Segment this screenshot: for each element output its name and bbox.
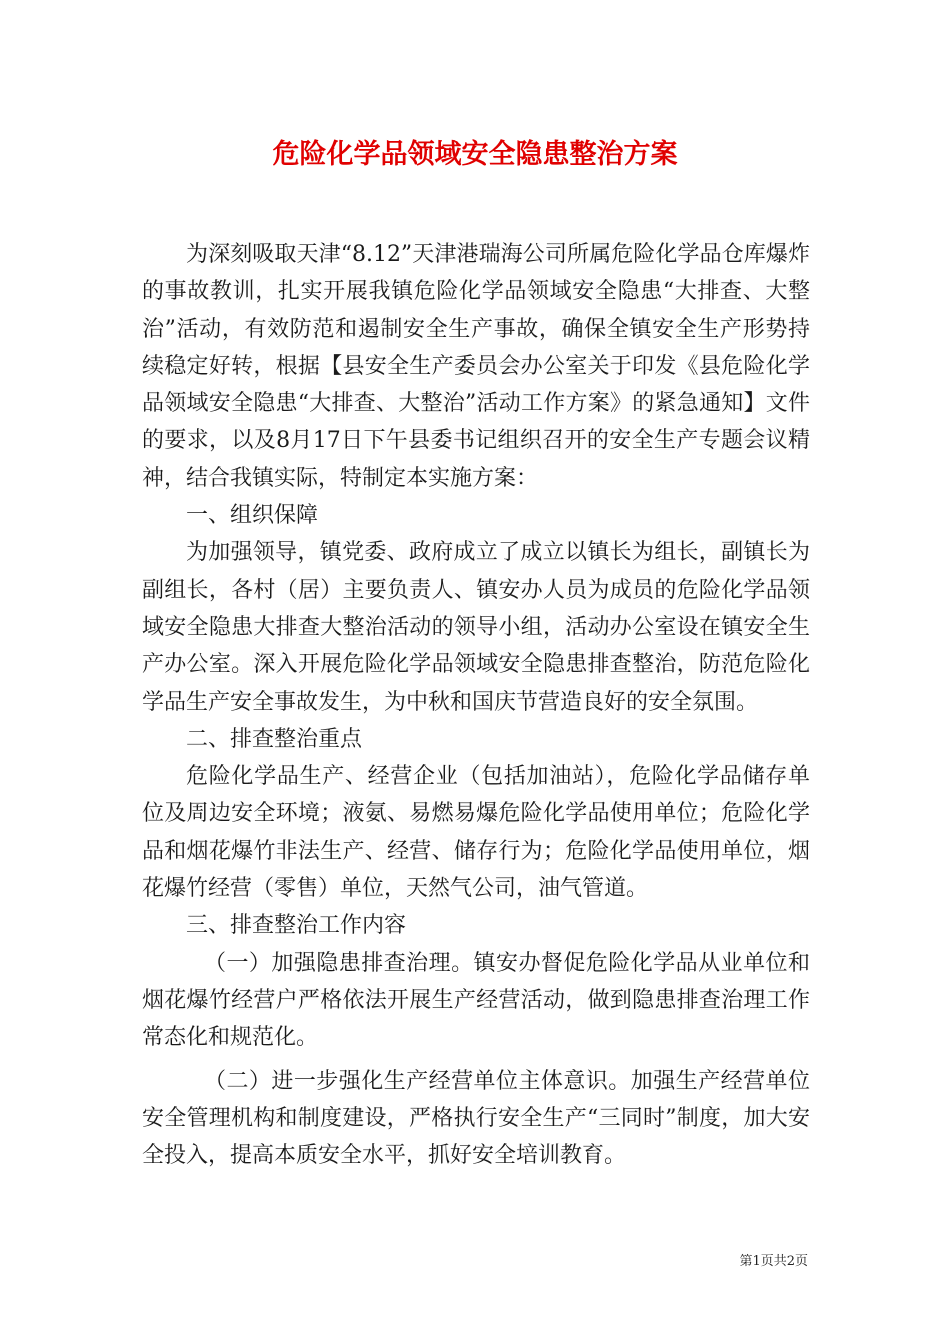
section-heading-2: 二、排查整治重点 (186, 726, 363, 752)
section-1-paragraph: 为加强领导，镇党委、政府成立了成立以镇长为组长，副镇长为副组长，各村（居）主要负责人、镇安办人员为成员的危险化学品领域安全隐患大排查大整治活动的领导小组，活动办公室设在镇安全生产办公室。深入开展危险化学品领域安全隐患排查整治，防范危险化学品生产安全事故发生，为中秋和国庆节营造良好的安全氛围。 (142, 540, 810, 715)
document-body (142, 236, 810, 1174)
intro-paragraph: 为深刻吸取天津“8.12”天津港瑞海公司所属危险化学品仓库爆炸的事故教训，扎实开展我镇危险化学品领域安全隐患“大排查、大整治”活动，有效防范和遏制安全生产事故，确保全镇安全生产形势持续稳定好转，根据【县安全生产委员会办公室关于印发《县危险化学品领域安全隐患“大排查、大整治”活动工作方案》的紧急通知】文件的要求，以及8月17日下午县委书记组织召开的安全生产专题会议精神，结合我镇实际，特制定本实施方案： (142, 242, 810, 491)
page-title: 危险化学品领域安全隐患整治方案 (272, 139, 678, 170)
section-3-item-2: （二）进一步强化生产经营单位主体意识。加强生产经营单位安全管理机构和制度建设，严格执行安全生产“三同时”制度，加大安全投入，提高本质安全水平，抓好安全培训教育。 (142, 1068, 810, 1169)
section-heading-1: 一、组织保障 (186, 503, 319, 529)
section-heading-3: 三、排查整治工作内容 (186, 913, 407, 939)
section-2-paragraph: 危险化学品生产、经营企业（包括加油站），危险化学品储存单位及周边安全环境；液氨、易燃易爆危险化学品使用单位；危险化学品和烟花爆竹非法生产、经营、储存行为；危险化学品使用单位，烟花爆竹经营（零售）单位，天然气公司，油气管道。 (142, 764, 810, 902)
section-3-item-1: （一）加强隐患排查治理。镇安办督促危险化学品从业单位和烟花爆竹经营户严格依法开展生产经营活动，做到隐患排查治理工作常态化和规范化。 (142, 950, 810, 1051)
page-number: 第1页共2页 (739, 1254, 808, 1269)
